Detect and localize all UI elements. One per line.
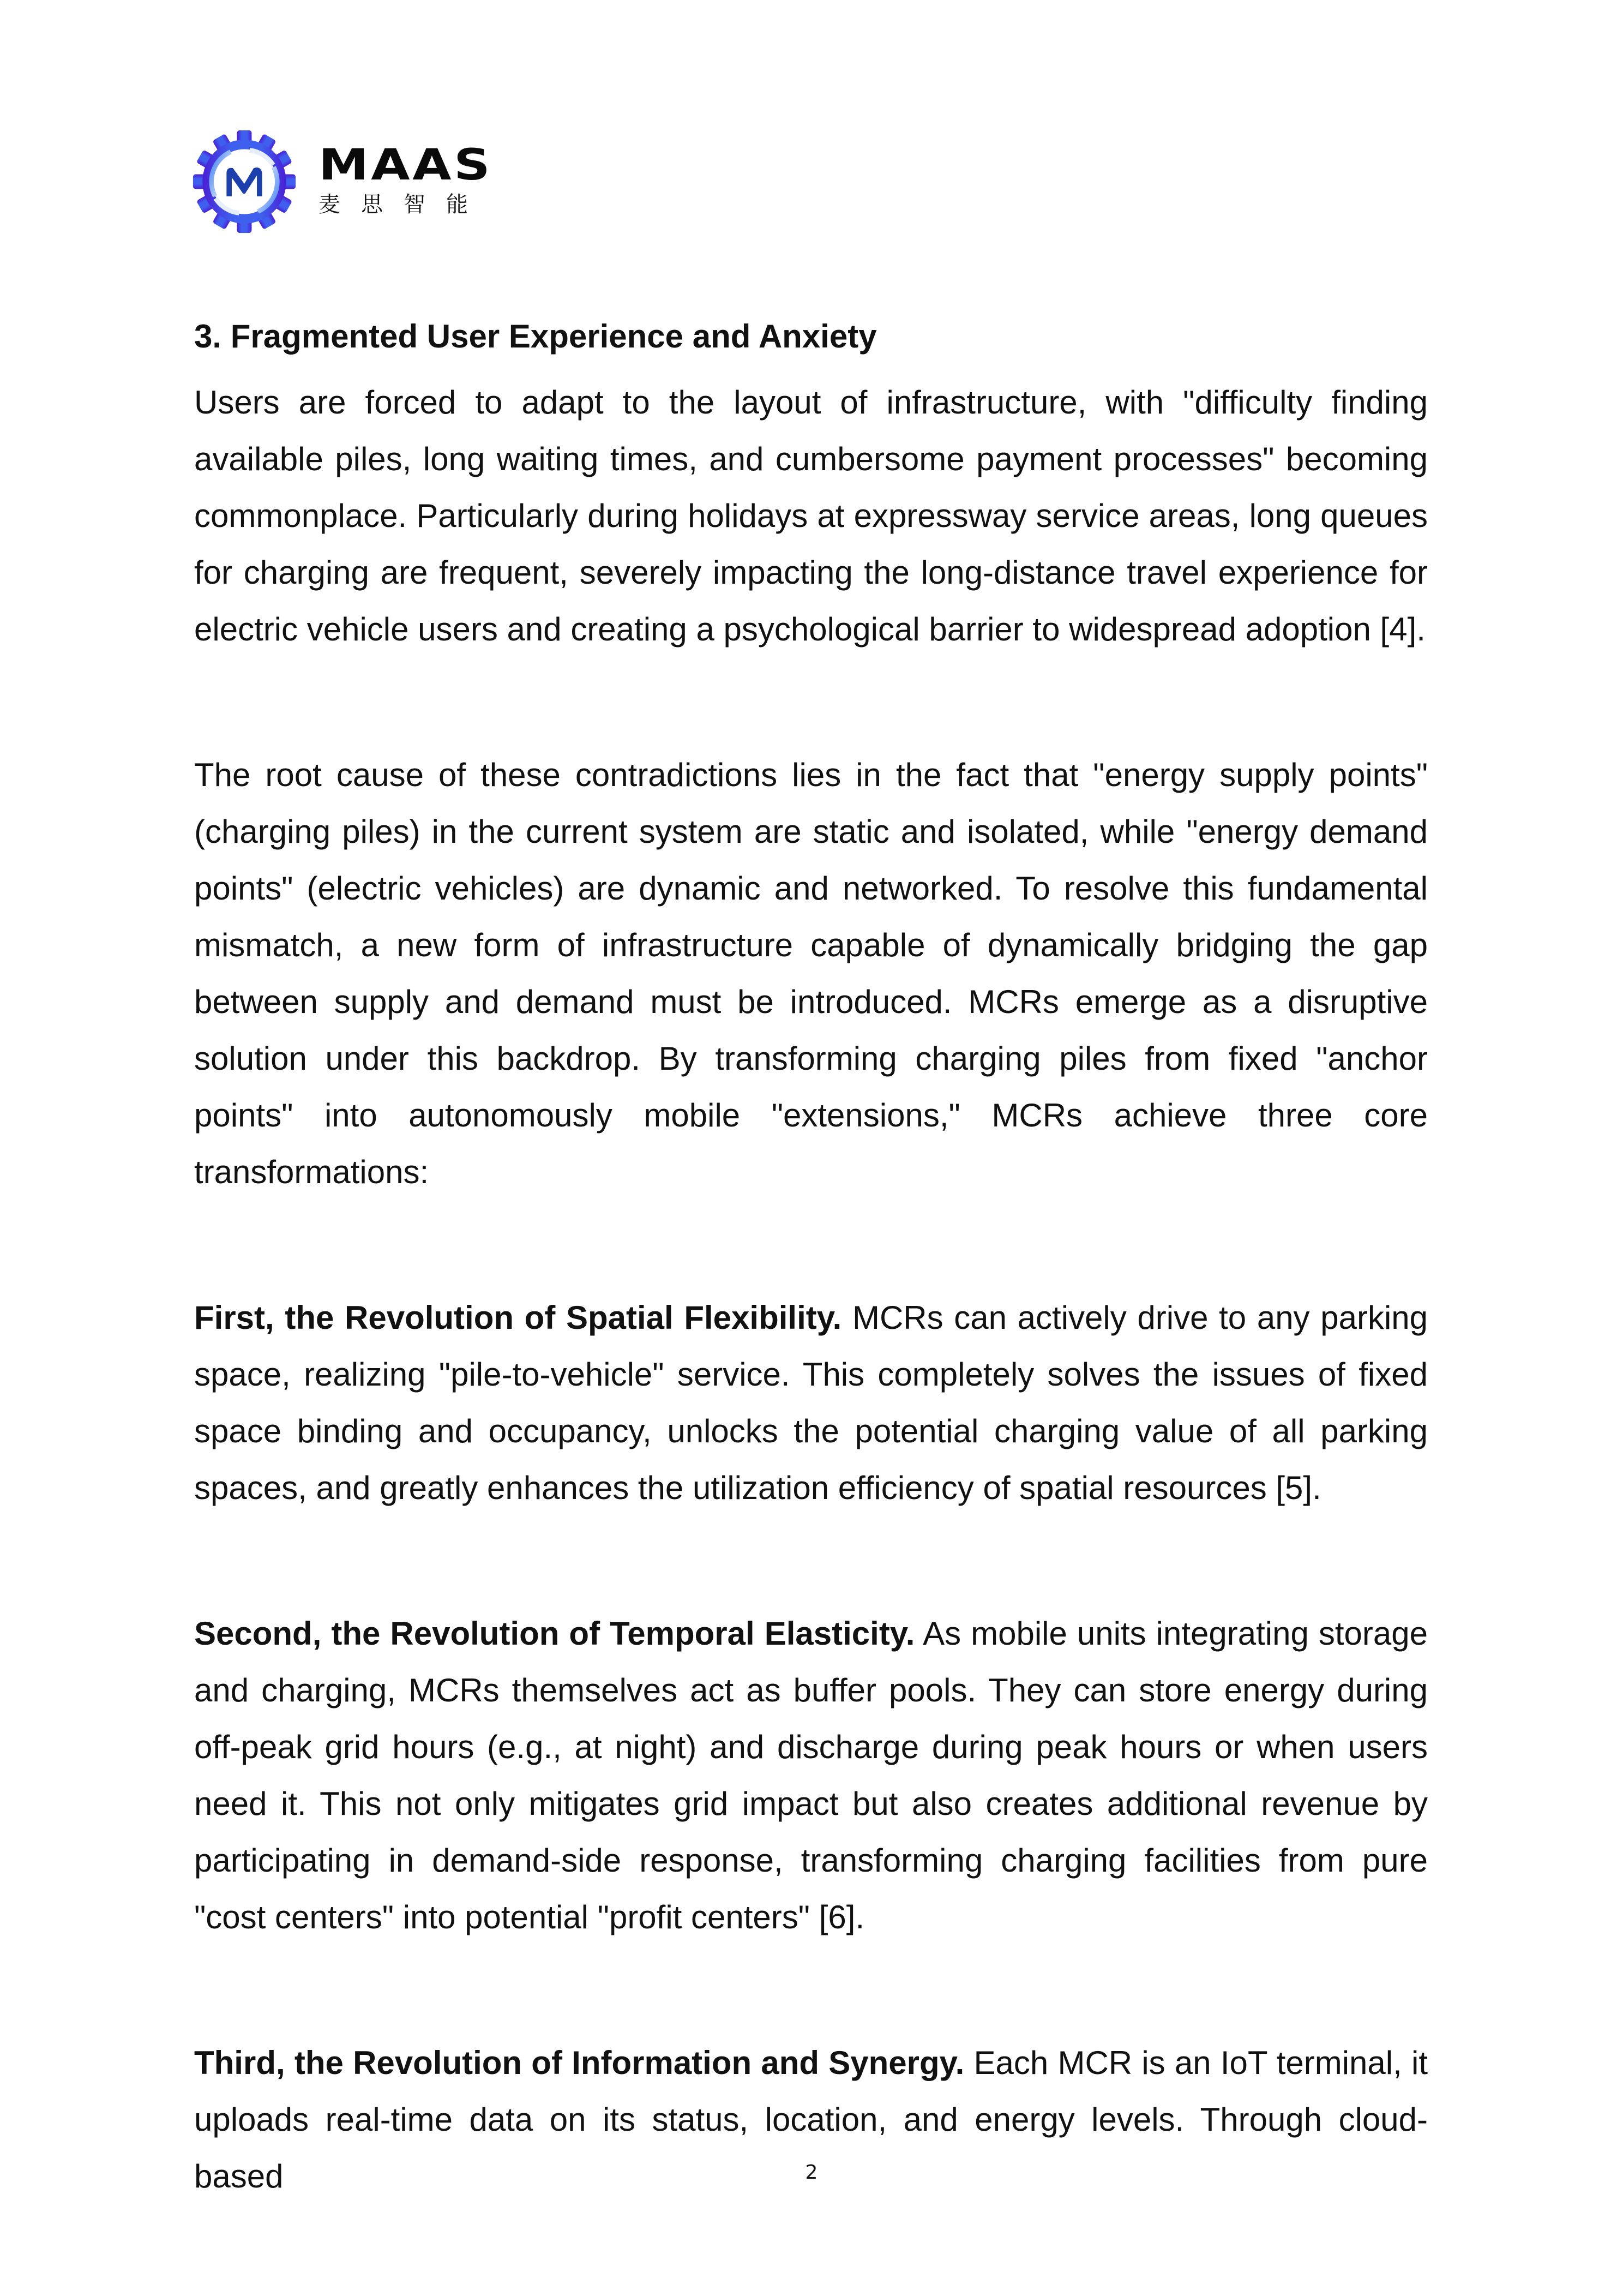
- paragraph-root-cause: [194, 747, 1428, 1201]
- paragraph-spacer: [194, 1201, 1428, 1290]
- company-logo: [192, 130, 493, 233]
- paragraph-text: MCRs can actively drive to any parking space, realizing "pile-to-vehicle" service. This completely solves the issues of fixed space binding and occupancy, unlocks the potential charging value of all parking spaces, and greatly enhances the utilization efficiency of spatial resources [5].: [194, 1299, 1428, 1506]
- paragraph-lead-bold: Third, the Revolution of Information and Synergy.: [194, 2045, 965, 2081]
- paragraph-spatial-flexibility: [194, 1290, 1428, 1516]
- section-heading: 3. Fragmented User Experience and Anxiety: [194, 318, 877, 355]
- paragraph-text: Users are forced to adapt to the layout of infrastructure, with "difficulty finding available piles, long waiting times, and cumbersome payment processes" becoming commonplace. Particularly during holidays at expressway service areas, long queues for charging are frequent, severely impacting the long-distance travel experience for electric vehicle users and creating a psychological barrier to widespread adoption [4].: [194, 384, 1428, 648]
- logo-chinese-name: 麦思智能: [318, 192, 489, 217]
- paragraph-temporal-elasticity: [194, 1605, 1428, 1946]
- paragraph-lead-bold: First, the Revolution of Spatial Flexibility.: [194, 1299, 842, 1336]
- paragraph-text: Each MCR is an IoT terminal, it uploads real-time data on its status, location, and energy levels. Through cloud-based: [194, 2045, 1428, 2195]
- page-number: 2: [805, 2161, 818, 2184]
- paragraph-text: The root cause of these contradictions lies in the fact that "energy supply points" (charging piles) in the current system are static and isolated, while "energy demand points" (electric vehicles) are dynamic and networked. To resolve this fundamental mismatch, a new form of infrastructure capable of dynamically bridging the gap between supply and demand must be introduced. MCRs emerge as a disruptive solution under this backdrop. By transforming charging piles from fixed "anchor points" into autonomously mobile "extensions," MCRs achieve three core transformations:: [194, 757, 1428, 1190]
- paragraph-spacer: [194, 1946, 1428, 2035]
- paragraph-user-experience: [194, 374, 1428, 658]
- paragraph-spacer: [194, 658, 1428, 747]
- paragraph-lead-bold: Second, the Revolution of Temporal Elasticity.: [194, 1615, 915, 1652]
- paragraph-text: As mobile units integrating storage and charging, MCRs themselves act as buffer pools. They can store energy during off-peak grid hours (e.g., at night) and discharge during peak hours or when users need it. This not only mitigates grid impact but also creates additional revenue by participating in demand-side response, transforming charging facilities from pure "cost centers" into potential "profit centers" [6].: [194, 1615, 1428, 1935]
- gear-m-logo-icon: [192, 129, 297, 234]
- logo-wordmark: MAAS: [318, 141, 493, 190]
- paragraph-spacer: [194, 1516, 1428, 1605]
- logo-text: [318, 141, 493, 217]
- document-body: [194, 312, 1428, 2205]
